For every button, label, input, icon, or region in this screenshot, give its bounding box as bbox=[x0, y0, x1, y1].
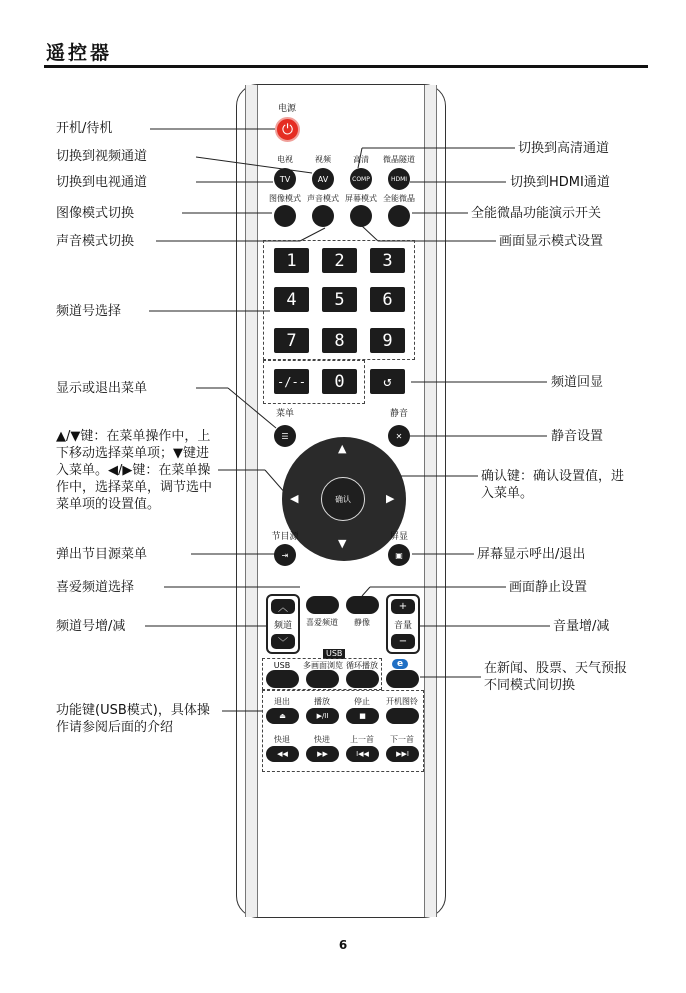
eject-icon: ⏏ bbox=[279, 712, 286, 720]
usb-button[interactable] bbox=[266, 670, 299, 688]
freeze-label: 静像 bbox=[354, 618, 370, 627]
minus-icon: − bbox=[398, 636, 408, 647]
av-button[interactable]: AV bbox=[312, 168, 334, 190]
dpad-down-arrow-icon[interactable]: ▼ bbox=[338, 537, 347, 550]
freeze-button[interactable] bbox=[346, 596, 379, 614]
dpad-up-arrow-icon[interactable]: ▲ bbox=[338, 442, 347, 455]
channel-up-button[interactable] bbox=[271, 599, 295, 614]
annotation-display: 屏幕显示呼出/退出 bbox=[477, 547, 586, 562]
fast-forward-label: 快进 bbox=[314, 735, 330, 744]
mute-button[interactable] bbox=[388, 425, 410, 447]
hdmi-button[interactable]: HDMI bbox=[388, 168, 410, 190]
annotation-hdmi: 切换到HDMI通道 bbox=[510, 175, 610, 190]
chevron-down-icon: ﹀ bbox=[278, 638, 288, 649]
annotation-channel-updown: 频道号增/减 bbox=[56, 619, 126, 634]
previous-label: 上一首 bbox=[350, 735, 374, 744]
channel-down-button[interactable] bbox=[271, 634, 295, 649]
tv-button[interactable]: TV bbox=[274, 168, 296, 190]
annotation-comp: 切换到高清通道 bbox=[518, 141, 610, 156]
source-button[interactable] bbox=[274, 544, 296, 566]
dpad-left-arrow-icon[interactable]: ◀ bbox=[290, 492, 299, 505]
volume-label: 音量 bbox=[393, 621, 412, 631]
annotation-channel-select: 频道号选择 bbox=[56, 304, 122, 319]
rewind-icon: ◀◀ bbox=[277, 750, 288, 758]
channel-label: 频道 bbox=[273, 621, 292, 631]
sound-mode-button[interactable] bbox=[312, 205, 334, 227]
boot-logo-button[interactable] bbox=[386, 708, 419, 724]
annotation-usb-func: 功能键(USB模式)，具体操作请参阅后面的介绍 bbox=[56, 703, 210, 735]
next-button[interactable] bbox=[386, 746, 419, 762]
loop-play-label: 循环播放 bbox=[346, 661, 378, 670]
comp-label: 高清 bbox=[353, 155, 369, 164]
number-button-0[interactable]: 0 bbox=[322, 369, 357, 394]
power-button[interactable] bbox=[275, 117, 300, 142]
loop-play-button[interactable] bbox=[346, 670, 379, 688]
annotation-power: 开机/待机 bbox=[56, 121, 113, 136]
play-label: 播放 bbox=[314, 697, 330, 706]
annotation-recall: 频道回显 bbox=[551, 375, 604, 390]
e-tag-icon: e bbox=[392, 659, 408, 669]
stop-icon: ■ bbox=[359, 712, 366, 720]
picture-mode-label: 图像模式 bbox=[269, 194, 301, 203]
stop-button[interactable] bbox=[346, 708, 379, 724]
page-number: 6 bbox=[338, 938, 348, 952]
fast-forward-button[interactable] bbox=[306, 746, 339, 762]
number-button-5[interactable]: 5 bbox=[322, 287, 357, 312]
annotation-favorite: 喜爱频道选择 bbox=[56, 580, 135, 595]
rewind-label: 快退 bbox=[274, 735, 290, 744]
number-button-4[interactable]: 4 bbox=[274, 287, 309, 312]
usb-tag: USB bbox=[323, 649, 345, 659]
ok-button[interactable]: 确认 bbox=[321, 477, 365, 521]
page-title: 遥控器 bbox=[46, 42, 113, 64]
exit-button[interactable] bbox=[266, 708, 299, 724]
annotation-news: 在新闻、股票、天气预报不同模式间切换 bbox=[484, 661, 628, 693]
annotation-source: 弹出节目源菜单 bbox=[56, 547, 148, 562]
input-icon: ⇥ bbox=[281, 550, 289, 560]
play-pause-icon: ▶/II bbox=[316, 712, 329, 720]
stop-label: 停止 bbox=[354, 697, 370, 706]
mute-icon: ✕ bbox=[395, 431, 403, 441]
play-pause-button[interactable] bbox=[306, 708, 339, 724]
fast-forward-icon: ▶▶ bbox=[317, 750, 328, 758]
annotation-volume: 音量增/减 bbox=[553, 619, 610, 634]
annotation-freeze: 画面静止设置 bbox=[509, 580, 588, 595]
multi-view-button[interactable] bbox=[306, 670, 339, 688]
annotation-demo: 全能微晶功能演示开关 bbox=[471, 206, 602, 221]
comp-button[interactable]: COMP bbox=[350, 168, 372, 190]
channel-rocker bbox=[266, 594, 300, 654]
previous-track-icon: I◀◀ bbox=[356, 750, 369, 758]
favorite-label: 喜爱频道 bbox=[306, 618, 338, 627]
volume-up-button[interactable] bbox=[391, 599, 415, 614]
annotation-av: 切换到视频通道 bbox=[56, 149, 148, 164]
digit-toggle-button[interactable]: -/-- bbox=[274, 369, 309, 394]
hdmi-label: 微晶隧道 bbox=[383, 155, 415, 164]
number-button-9[interactable]: 9 bbox=[370, 328, 405, 353]
next-label: 下一首 bbox=[390, 735, 414, 744]
demo-label: 全能微晶 bbox=[383, 194, 415, 203]
picture-mode-button[interactable] bbox=[274, 205, 296, 227]
recall-button[interactable]: ↺ bbox=[370, 369, 405, 394]
annotation-sound-mode: 声音模式切换 bbox=[56, 234, 135, 249]
chevron-up-icon: ︿ bbox=[278, 603, 288, 614]
next-track-icon: ▶▶I bbox=[396, 750, 409, 758]
annotation-menu: 显示或退出菜单 bbox=[56, 381, 148, 396]
sound-mode-label: 声音模式 bbox=[307, 194, 339, 203]
volume-rocker bbox=[386, 594, 420, 654]
menu-button[interactable] bbox=[274, 425, 296, 447]
previous-button[interactable] bbox=[346, 746, 379, 762]
number-button-2[interactable]: 2 bbox=[322, 248, 357, 273]
annotation-tv: 切换到电视通道 bbox=[56, 175, 148, 190]
display-icon: ▣ bbox=[395, 550, 403, 560]
mute-label: 静音 bbox=[389, 409, 409, 419]
annotation-display-mode: 画面显示模式设置 bbox=[499, 234, 604, 249]
volume-down-button[interactable] bbox=[391, 634, 415, 649]
news-button[interactable] bbox=[386, 670, 419, 688]
number-button-1[interactable]: 1 bbox=[274, 248, 309, 273]
dpad-right-arrow-icon[interactable]: ▶ bbox=[386, 492, 395, 505]
tv-label: 电视 bbox=[277, 155, 293, 164]
multi-view-label: 多画面浏览 bbox=[303, 661, 343, 670]
annotation-nav-help: ▲/▼键：在菜单操作中，上下移动选择菜单项；▼键进入菜单。◀/▶键：在菜单操作中，选择菜单，调节选中菜单项的设置值。 bbox=[56, 429, 213, 512]
plus-icon: + bbox=[398, 601, 408, 612]
power-label: 电源 bbox=[277, 104, 297, 114]
av-label: 视频 bbox=[315, 155, 331, 164]
list-icon: ☰ bbox=[281, 431, 289, 441]
annotation-mute: 静音设置 bbox=[551, 429, 604, 444]
screen-mode-button[interactable] bbox=[350, 205, 372, 227]
annotation-picture-mode: 图像模式切换 bbox=[56, 206, 135, 221]
demo-button[interactable] bbox=[388, 205, 410, 227]
usb-label: USB bbox=[273, 661, 291, 670]
number-button-3[interactable]: 3 bbox=[370, 248, 405, 273]
source-label: 节目源 bbox=[271, 532, 299, 542]
annotation-ok: 确认键：确认设置值，进入菜单。 bbox=[481, 469, 625, 501]
menu-label: 菜单 bbox=[275, 409, 295, 419]
screen-mode-label: 屏幕模式 bbox=[345, 194, 377, 203]
display-button[interactable] bbox=[388, 544, 410, 566]
favorite-button[interactable] bbox=[306, 596, 339, 614]
number-button-8[interactable]: 8 bbox=[322, 328, 357, 353]
power-icon: ⏻ bbox=[281, 121, 294, 138]
boot-logo-label: 开机图铃 bbox=[386, 697, 418, 706]
display-label: 屏显 bbox=[389, 532, 409, 542]
number-button-7[interactable]: 7 bbox=[274, 328, 309, 353]
exit-label: 退出 bbox=[274, 697, 290, 706]
rewind-button[interactable] bbox=[266, 746, 299, 762]
number-button-6[interactable]: 6 bbox=[370, 287, 405, 312]
